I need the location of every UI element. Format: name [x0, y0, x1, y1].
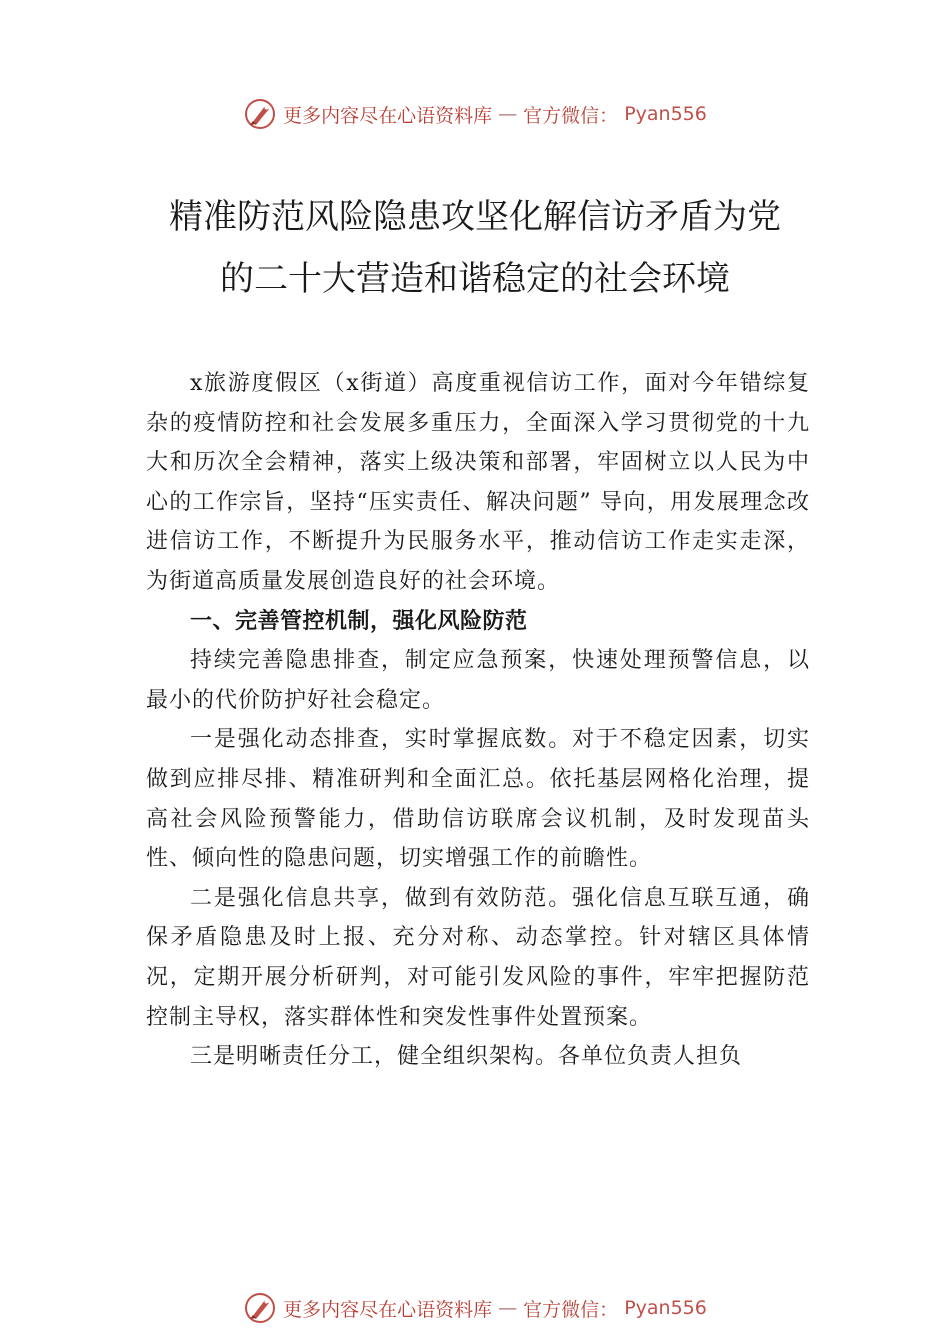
- watermark-handle: Pyan556: [624, 103, 707, 125]
- watermark-brand: 更多内容尽在心语资料库: [283, 1298, 493, 1321]
- watermark-separator: —: [498, 103, 518, 125]
- document-body: [146, 364, 810, 1077]
- point-2-paragraph: 二是强化信息共享，做到有效防范。强化信息互联互通，确保矛盾隐患及时上报、充分对称、动态掌控。针对辖区具体情况，定期开展分析研判，对可能引发风险的事件，牢牢把握防范控制主导权，落实群体性和突发性事件处置预案。: [146, 885, 810, 1030]
- watermark-separator: —: [498, 1297, 518, 1319]
- point-3-paragraph: 三是明晰责任分工，健全组织架构。各单位负责人担负: [190, 1044, 743, 1070]
- watermark-brand: 更多内容尽在心语资料库: [283, 104, 493, 127]
- watermark-footer: [0, 1288, 950, 1328]
- document-title: [100, 186, 850, 310]
- title-line-2: 的二十大营造和谐稳定的社会环境: [220, 259, 730, 299]
- watermark-header: [0, 94, 950, 134]
- pen-nib-logo-icon: [243, 97, 277, 131]
- watermark-label: 官方微信：: [523, 1298, 619, 1321]
- watermark-label: 官方微信：: [523, 104, 619, 127]
- title-line-1: 精准防范风险隐患攻坚化解信访矛盾为党: [169, 197, 781, 237]
- point-1-paragraph: 一是强化动态排查，实时掌握底数。对于不稳定因素，切实做到应排尽排、精准研判和全面汇总。依托基层网格化治理，提高社会风险预警能力，借助信访联席会议机制，及时发现苗头性、倾向性的隐患问题，切实增强工作的前瞻性。: [146, 727, 810, 872]
- section1-intro-paragraph: 持续完善隐患排查，制定应急预案，快速处理预警信息，以最小的代价防护好社会稳定。: [146, 648, 810, 713]
- pen-nib-logo-icon: [243, 1291, 277, 1325]
- watermark-handle: Pyan556: [624, 1297, 707, 1319]
- intro-paragraph: x旅游度假区（x街道）高度重视信访工作，面对今年错综复杂的疫情防控和社会发展多重压力，全面深入学习贯彻党的十九大和历次全会精神，落实上级决策和部署，牢固树立以人民为中心的工作宗旨，坚持“压实责任、解决问题” 导向，用发展理念改进信访工作，不断提升为民服务水平，推动信访工作走实走深，为街道高质量发展创造良好的社会环境。: [146, 371, 810, 594]
- section-heading-1: 一、完善管控机制，强化风险防范: [190, 608, 528, 634]
